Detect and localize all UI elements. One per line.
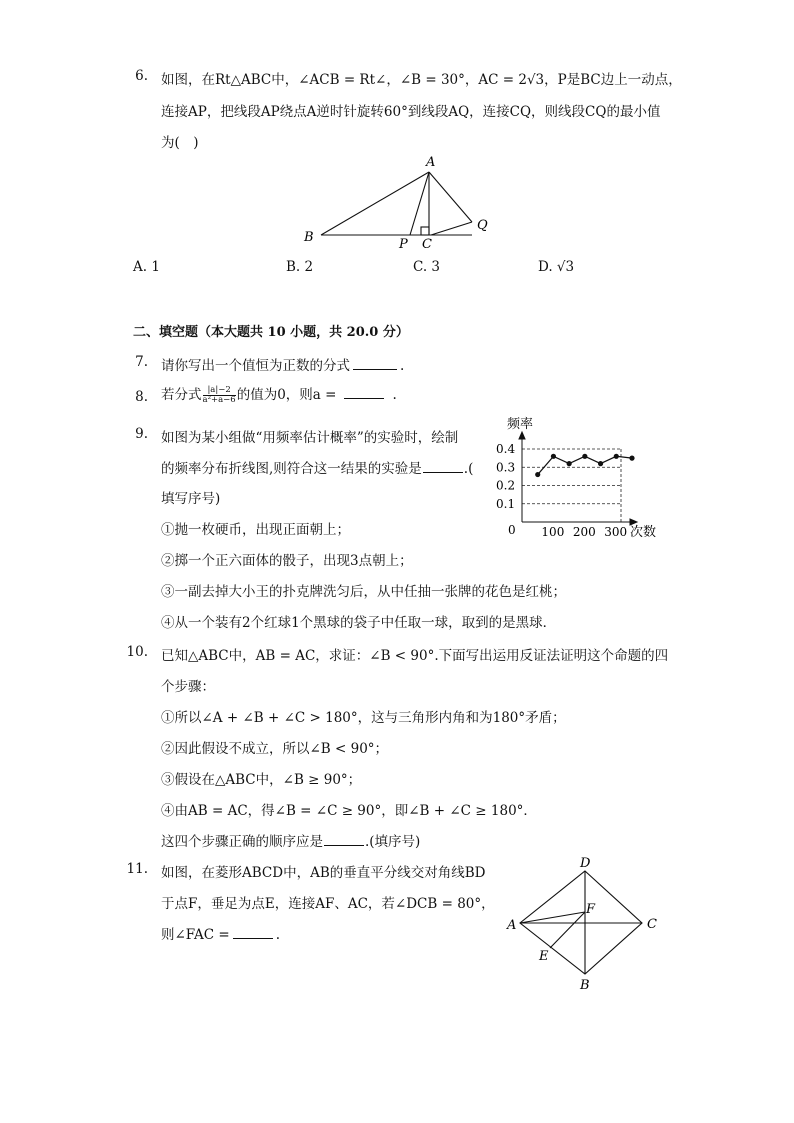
q6-label-a: A [426, 155, 436, 170]
q11-label-b: B [580, 978, 590, 993]
q9-number: 9. [135, 426, 148, 442]
q6-option-c: C. 3 [413, 259, 441, 275]
chart-x-axis-label: 次数 [630, 525, 657, 540]
q9-item-1: ①抛一枚硬币，出现正面朝上； [161, 522, 350, 538]
q8-text-after: . [392, 387, 397, 403]
chart-origin-label: 0 [508, 523, 516, 537]
q6-option-d: D. √3 [538, 259, 575, 275]
q11-label-c: C [647, 917, 657, 932]
q8-number: 8. [135, 389, 148, 405]
q9-line2-before: 的频率分布折线图,则符合这一结果的实验是 [161, 461, 422, 477]
q10-line1: 已知△ABC中，AB = AC，求证：∠B < 90°.下面写出运用反证法证明这个命题的四 [161, 648, 669, 664]
q11-line2: 于点F，垂足为点E，连接AF、AC，若∠DCB = 80°， [161, 896, 495, 912]
q9-item-3: ③一副去掉大小王的扑克牌洗匀后，从中任抽一张牌的花色是红桃； [161, 584, 566, 600]
q8-frac-numerator: |a|−2 [203, 386, 236, 396]
q6-label-c: C [422, 237, 432, 252]
q11-number: 11. [126, 861, 148, 877]
q7-number: 7. [135, 354, 148, 370]
q9-line1: 如图为某小组做“用频率估计概率”的实验时，绘制 [161, 430, 459, 446]
chart-y-tick-label: 0.4 [496, 442, 516, 456]
section2-heading: 二、填空题（本大题共 10 小题，共 20.0 分） [133, 325, 409, 340]
chart-x-tick-label: 200 [572, 525, 596, 539]
q6-option-a: A. 1 [133, 259, 160, 275]
q11-label-d: D [580, 856, 591, 871]
q8-text-before: 若分式 [161, 387, 202, 403]
q9-line3: 填写序号) [161, 491, 221, 507]
q6-label-p: P [399, 237, 408, 252]
q11-label-f: F [586, 902, 596, 917]
q9-line2-after: .( [463, 461, 474, 477]
q11-line3-before: 则∠FAC = [161, 927, 230, 943]
chart-y-tick-label: 0.1 [496, 496, 516, 511]
q11-label-a: A [507, 918, 517, 933]
q10-final-before: 这四个步骤正确的顺序应是 [161, 834, 323, 850]
q7-text-after: . [400, 358, 405, 374]
q6-line2: 连接AP，把线段AP绕点A逆时针旋转60°到线段AQ，连接CQ，则线段CQ的最小值 [161, 104, 661, 120]
q6-label-b: B [304, 230, 314, 245]
chart-y-tick-label: 0.3 [496, 460, 516, 475]
q6-option-b: B. 2 [286, 259, 314, 275]
q10-number: 10. [126, 644, 148, 660]
chart-y-axis-label: 频率 [507, 417, 534, 432]
chart-y-tick-label: 0.2 [496, 478, 516, 493]
q10-step-2: ②因此假设不成立，所以∠B < 90°； [161, 741, 389, 757]
q10-step-3: ③假设在△ABC中，∠B ≥ 90°； [161, 772, 362, 788]
q9-item-2: ②掷一个正六面体的骰子，出现3点朝上； [161, 553, 413, 569]
q7-text-before: 请你写出一个值恒为正数的分式 [161, 358, 350, 374]
chart-x-tick-label: 300 [604, 525, 628, 539]
q9-item-4: ④从一个装有2个红球1个黑球的袋子中任取一球，取到的是黑球． [161, 615, 557, 631]
chart-x-tick-label: 100 [541, 525, 565, 539]
q8-text-mid: 的值为0，则a = [236, 387, 337, 403]
q6-label-q: Q [477, 218, 488, 233]
q10-step-1: ①所以∠A + ∠B + ∠C > 180°，这与三角形内角和为180°矛盾； [161, 710, 566, 726]
q10-step-4: ④由AB = AC，得∠B = ∠C ≥ 90°，即∠B + ∠C ≥ 180°． [161, 803, 537, 819]
q11-label-e: E [539, 949, 549, 964]
q8-frac-denominator: a²+a−6 [202, 395, 236, 405]
q11-line1: 如图，在菱形ABCD中，AB的垂直平分线交对角线BD [161, 865, 486, 881]
q6-line3: 为( ) [161, 135, 199, 151]
q6-line1: 如图，在Rt△ABC中，∠ACB = Rt∠，∠B = 30°，AC = 2√3，P是BC边上一动点， [161, 72, 682, 88]
q10-line2: 个步骤： [161, 679, 215, 695]
q11-line3-after: . [275, 927, 280, 943]
q10-final-after: .(填序号) [365, 834, 421, 850]
q6-number: 6. [135, 68, 148, 84]
